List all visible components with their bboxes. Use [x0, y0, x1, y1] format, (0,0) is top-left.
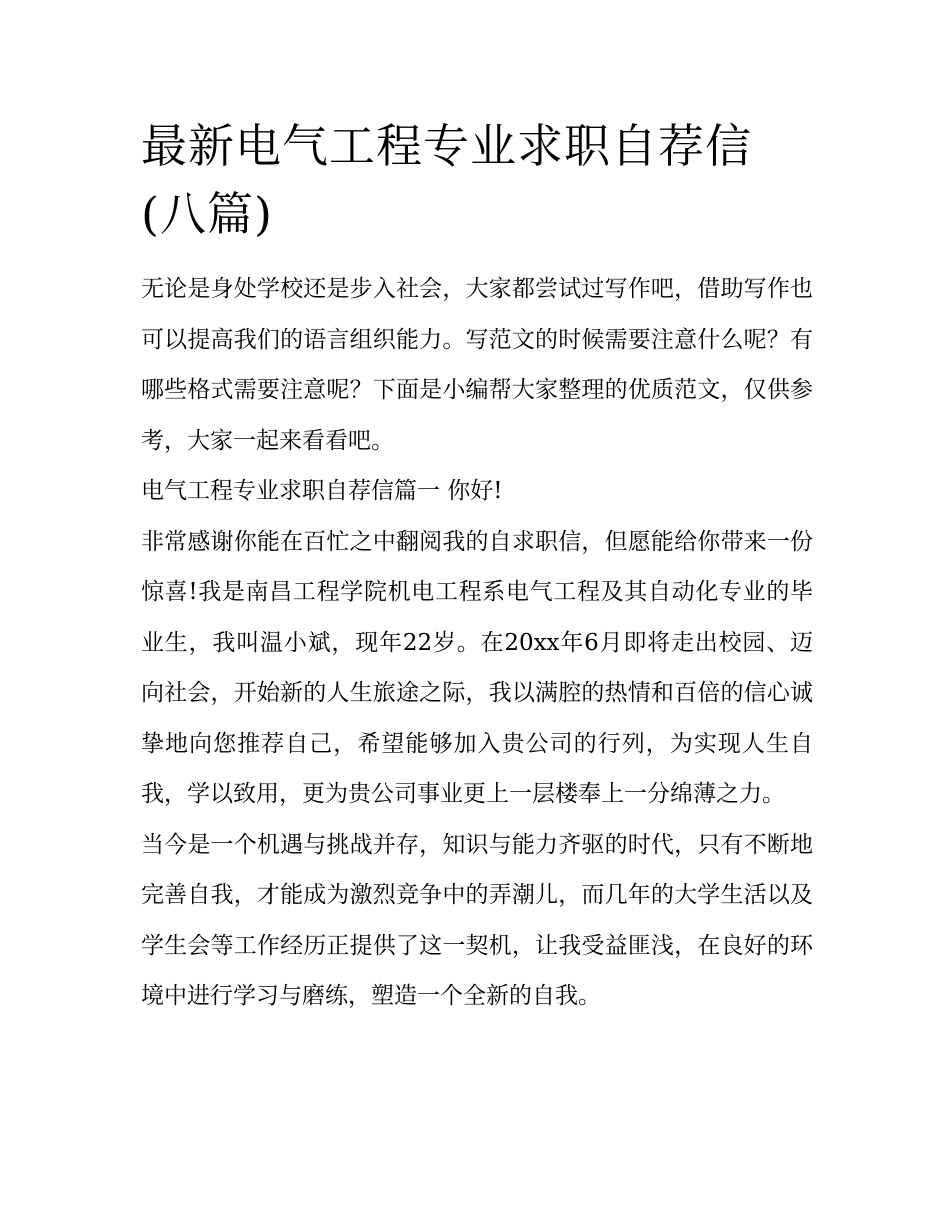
document-title: 最新电气工程专业求职自荐信(八篇) — [141, 119, 752, 241]
document-body — [141, 264, 813, 1022]
letter-paragraph: 非常感谢你能在百忙之中翻阅我的自求职信，但愿能给你带来一份惊喜!我是南昌工程学院机电工程系电气工程及其自动化专业的毕业生，我叫温小斌，现年22岁。在20xx年6月即将走出校园、迈向社会，开始新的人生旅途之际，我以满腔的热情和百倍的信心诚挚地向您推荐自己，希望能够加入贵公司的行列，为实现人生自我，学以致用，更为贵公司事业更上一层楼奉上一分绵薄之力。 — [141, 528, 813, 807]
letter-heading: 电气工程专业求职自荐信篇一 你好! — [141, 478, 503, 504]
document-page — [141, 112, 813, 1022]
letter-paragraph: 当今是一个机遇与挑战并存，知识与能力齐驱的时代，只有不断地完善自我，才能成为激烈竞争中的弄潮儿，而几年的大学生活以及学生会等工作经历正提供了这一契机，让我受益匪浅，在良好的环境中进行学习与磨练，塑造一个全新的自我。 — [141, 831, 813, 1009]
intro-paragraph: 无论是身处学校还是步入社会，大家都尝试过写作吧，借助写作也可以提高我们的语言组织能力。写范文的时候需要注意什么呢？有哪些格式需要注意呢？下面是小编帮大家整理的优质范文，仅供参考，大家一起来看看吧。 — [141, 276, 813, 454]
